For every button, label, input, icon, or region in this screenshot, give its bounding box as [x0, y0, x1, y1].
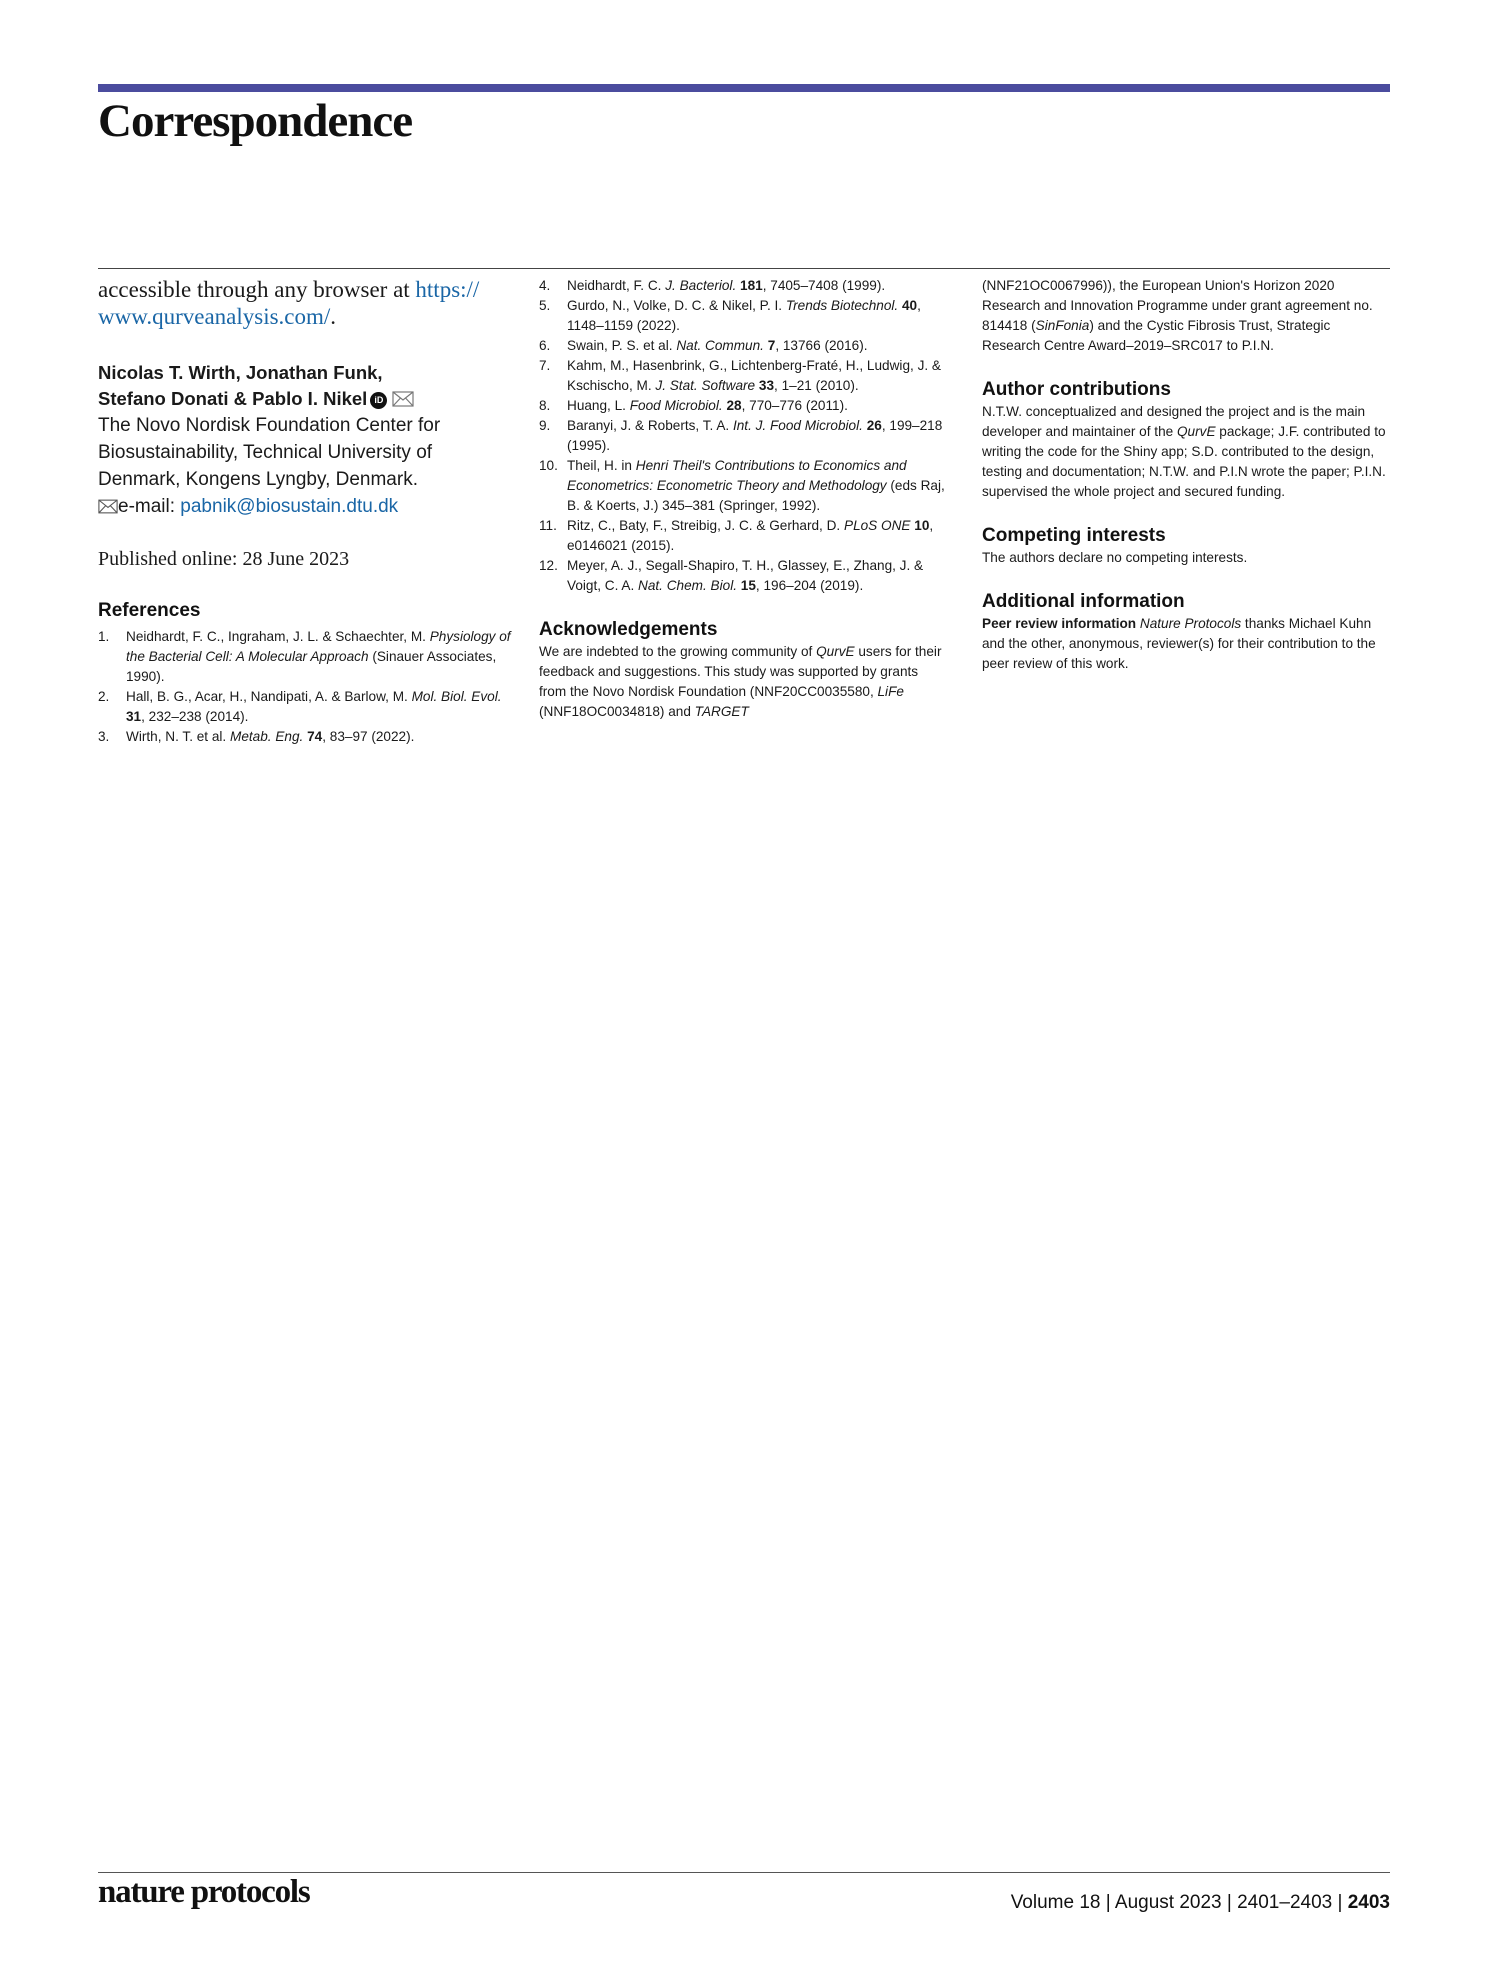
text-run: Hall, B. G., Acar, H., Nandipati, A. & Barlow, M.: [126, 689, 412, 704]
text-run: 40: [901, 298, 918, 313]
text-run: LiFe: [877, 684, 904, 699]
author-contributions-heading: Author contributions: [982, 379, 1171, 400]
text-run: , 199–218 (1995).: [567, 418, 943, 453]
column-top-rule: [98, 268, 1390, 269]
volume-info: [1011, 1892, 1390, 1914]
text-run: 7: [767, 338, 776, 353]
column-1: [98, 276, 518, 747]
text-run: package; J.F. contributed to writing the code for the Shiny app; S.D. contributed to the design, testing and documentation; N.T.W. and P.I.N wrote the paper; P.I.N. supervised the whole project and secured funding.: [982, 424, 1386, 499]
text-run: , 13766 (2016).: [775, 338, 868, 353]
text-run: J. Bacteriol.: [665, 278, 737, 293]
text-run: Ritz, C., Baty, F., Streibig, J. C. & Gerhard, D.: [567, 518, 844, 533]
email-line: [98, 493, 518, 520]
references-heading: References: [98, 600, 201, 621]
reference-item: [539, 296, 947, 336]
reference-item: [539, 416, 947, 456]
text-run: Neidhardt, F. C.: [567, 278, 666, 293]
text-run: QurvE: [1176, 424, 1216, 439]
affiliation-line: The Novo Nordisk Foundation Center for: [98, 415, 441, 436]
reference-number: 10.: [539, 458, 558, 473]
additional-information-text: [982, 614, 1390, 674]
reference-item: [539, 516, 947, 556]
additional-information-heading: Additional information: [982, 591, 1185, 612]
affiliation-line: Biosustainability, Technical University of: [98, 442, 433, 463]
text-run: Trends Biotechnol.: [785, 298, 899, 313]
mail-icon[interactable]: [392, 391, 414, 407]
text-run: Nat. Chem. Biol.: [638, 578, 737, 593]
text-run: Swain, P. S. et al.: [567, 338, 677, 353]
acknowledgements-text-cont: [982, 276, 1390, 356]
text-run: Food Microbiol.: [629, 398, 723, 413]
footer-rule: [98, 1872, 1390, 1873]
text-run: Huang, L.: [567, 398, 630, 413]
text-run: (eds Raj, B. & Koerts, J.) 345–381 (Springer, 1992).: [567, 478, 945, 513]
author-list: [98, 360, 518, 412]
email-link[interactable]: pabnik@biosustain.dtu.dk: [180, 496, 399, 517]
reference-item: [539, 356, 947, 396]
text-run: Theil, H. in: [567, 458, 636, 473]
reference-number: 4.: [539, 278, 551, 293]
published-date: Published online: 28 June 2023: [98, 548, 350, 570]
text-run: (NNF21OC0067996)), the European Union's Horizon 2020 Research and Innovation Programme under grant agreement no. 814418 (: [982, 278, 1373, 333]
text-run: thanks Michael Kuhn and the other, anonymous, reviewer(s) for their contribution to the peer review of this work.: [982, 616, 1376, 671]
column-2: [539, 276, 947, 722]
text-run: N.T.W. conceptualized and designed the project and is the main developer and maintainer of the: [982, 404, 1366, 439]
text-run: We are indebted to the growing community of: [539, 644, 817, 659]
reference-number: 1.: [98, 629, 110, 644]
author-line-1: Nicolas T. Wirth, Jonathan Funk,: [98, 362, 383, 383]
affiliation-line: Denmark, Kongens Lyngby, Denmark.: [98, 469, 418, 490]
page-title: Correspondence: [98, 95, 413, 147]
reference-number: 3.: [98, 729, 110, 744]
text-run: TARGET: [694, 704, 749, 719]
reference-item: [539, 556, 947, 596]
text-run: , 196–204 (2019).: [755, 578, 864, 593]
header-rule: [98, 84, 1390, 92]
reference-number: 12.: [539, 558, 558, 573]
intro-period: .: [330, 304, 337, 329]
reference-number: 2.: [98, 689, 110, 704]
text-run: , e0146021 (2015).: [567, 518, 934, 553]
url-line-2[interactable]: www.qurveanalysis.com/: [98, 304, 331, 329]
email-label: e-mail:: [118, 496, 181, 517]
text-run: (Sinauer Associates, 1990).: [126, 649, 497, 684]
text-run: (NNF18OC0034818) and: [539, 704, 695, 719]
page-number: 2403: [1347, 1892, 1390, 1913]
intro-text: accessible through any browser at: [98, 277, 416, 302]
acknowledgements-text: [539, 642, 947, 722]
references-list-col1: [98, 627, 518, 747]
text-run: Peer review information: [982, 616, 1137, 631]
reference-item: [539, 276, 947, 296]
email-icon: [98, 499, 118, 514]
text-run: , 1148–1159 (2022).: [567, 298, 921, 333]
reference-item: [539, 456, 947, 516]
text-run: Kahm, M., Hasenbrink, G., Lichtenberg-Fraté, H., Ludwig, J. & Kschischo, M.: [567, 358, 941, 393]
text-run: 33: [758, 378, 775, 393]
text-run: 74: [307, 729, 323, 744]
intro-paragraph: [98, 276, 518, 330]
text-run: 10: [914, 518, 930, 533]
orcid-icon[interactable]: iD: [370, 392, 387, 409]
text-run: , 1–21 (2010).: [774, 378, 859, 393]
reference-number: 7.: [539, 358, 551, 373]
text-run: Neidhardt, F. C., Ingraham, J. L. & Schaechter, M.: [126, 629, 430, 644]
reference-number: 9.: [539, 418, 551, 433]
reference-item: [539, 336, 947, 356]
text-run: 15: [740, 578, 756, 593]
competing-interests-heading: Competing interests: [982, 525, 1166, 546]
text-run: users for their feedback and suggestions. This study was supported by grants from the Novo Nordisk Foundation (NNF20CC0035580,: [539, 644, 942, 699]
volume-text: Volume 18 | August 2023 | 2401–2403 |: [1010, 1892, 1348, 1913]
reference-item: [539, 396, 947, 416]
text-run: 181: [740, 278, 763, 293]
text-run: 26: [866, 418, 882, 433]
text-run: Meyer, A. J., Segall-Shapiro, T. H., Glassey, E., Zhang, J. & Voigt, C. A.: [567, 558, 924, 593]
author-contributions-text: [982, 402, 1390, 502]
reference-number: 6.: [539, 338, 551, 353]
text-run: Physiology of the Bacterial Cell: A Molecular Approach: [126, 629, 511, 664]
text-run: QurvE: [816, 644, 855, 659]
text-run: Mol. Biol. Evol.: [411, 689, 502, 704]
text-run: Metab. Eng.: [230, 729, 304, 744]
text-run: , 7405–7408 (1999).: [762, 278, 886, 293]
reference-item: [98, 687, 518, 727]
references-list-col2: [539, 276, 947, 596]
text-run: Wirth, N. T. et al.: [126, 729, 230, 744]
text-run: PLoS ONE: [844, 518, 911, 533]
text-run: , 770–776 (2011).: [741, 398, 848, 413]
reference-number: 5.: [539, 298, 551, 313]
text-run: 28: [726, 398, 742, 413]
text-run: Baranyi, J. & Roberts, T. A.: [567, 418, 733, 433]
journal-logo: nature protocols: [98, 1874, 310, 1910]
text-run: , 83–97 (2022).: [322, 729, 415, 744]
text-run: Gurdo, N., Volke, D. C. & Nikel, P. I.: [567, 298, 786, 313]
text-run: , 232–238 (2014).: [141, 709, 249, 724]
reference-item: [98, 727, 518, 747]
column-3: [982, 276, 1390, 674]
text-run: ) and the Cystic Fibrosis Trust, Strategic Research Centre Award–2019–SRC017 to P.I.N.: [982, 318, 1331, 353]
author-line-2-wrap: [98, 386, 518, 412]
text-run: Henri Theil's Contributions to Economics and Econometrics: Econometric Theory and Methodology: [567, 458, 907, 493]
text-run: J. Stat. Software: [655, 378, 756, 393]
text-run: Nat. Commun.: [676, 338, 764, 353]
reference-item: [98, 627, 518, 687]
author-line-2: Stefano Donati & Pablo I. Nikel: [98, 388, 368, 409]
text-run: Nature Protocols: [1139, 616, 1242, 631]
text-run: SinFonia: [1035, 318, 1090, 333]
affiliation: [98, 412, 518, 520]
reference-number: 11.: [539, 518, 557, 533]
reference-number: 8.: [539, 398, 551, 413]
url-line-1[interactable]: https://: [415, 277, 480, 302]
acknowledgements-heading: Acknowledgements: [539, 619, 718, 640]
competing-interests-text: The authors declare no competing interests.: [982, 550, 1248, 565]
text-run: 31: [126, 709, 142, 724]
text-run: Int. J. Food Microbiol.: [732, 418, 863, 433]
